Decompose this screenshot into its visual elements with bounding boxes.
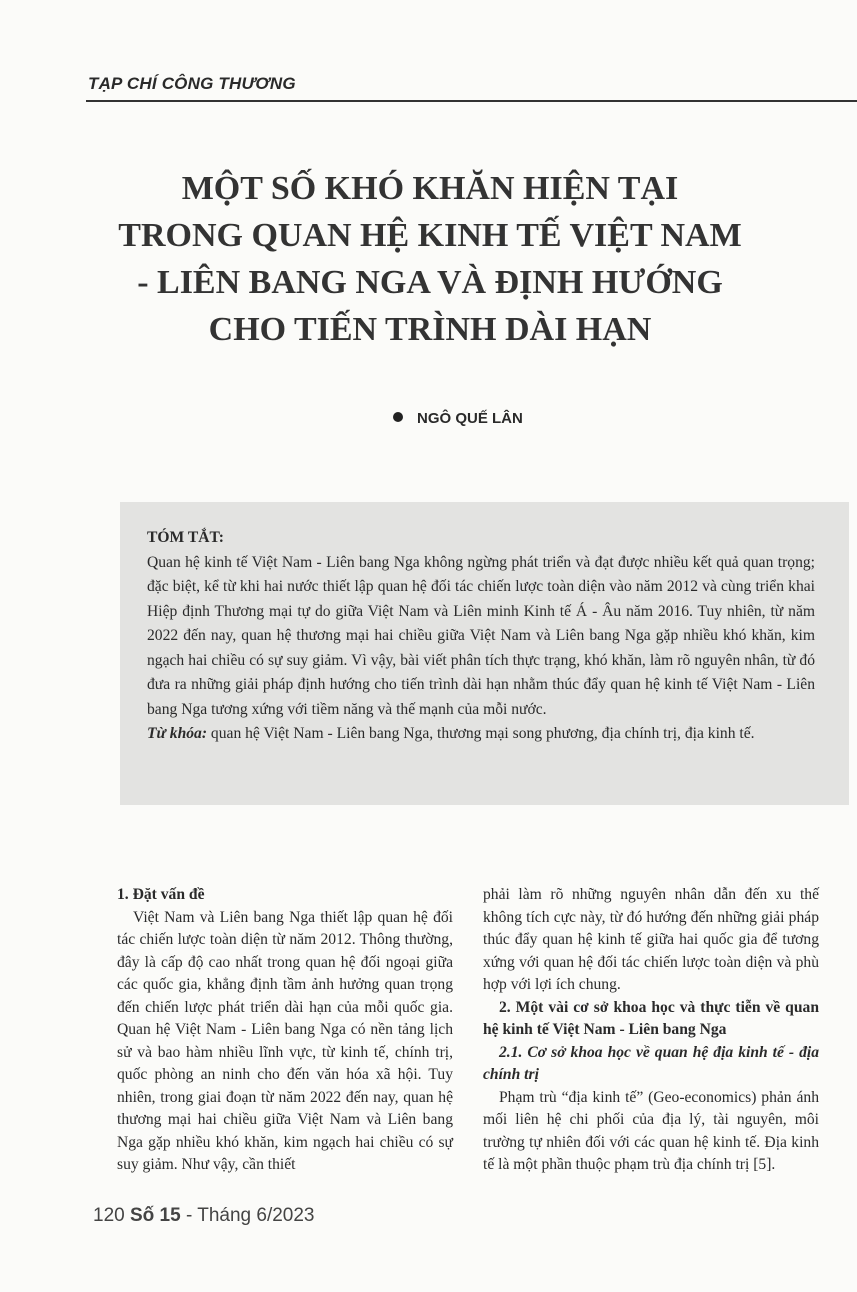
page-number: 120 <box>93 1205 125 1226</box>
abstract-heading: TÓM TẮT: <box>147 529 224 546</box>
paragraph: phải làm rõ những nguyên nhân dẫn đến xu thế không tích cực này, từ đó hướng đến những giải pháp thúc đẩy quan hệ kinh tế giữa hai quốc gia để tương xứng với quan hệ đối tác chiến lược toàn diện và phù hợp với lợi ích chung. <box>483 886 819 993</box>
article-title <box>100 165 760 353</box>
issue-number: Số 15 <box>129 1205 181 1226</box>
abstract-content <box>147 526 815 747</box>
paragraph: Việt Nam và Liên bang Nga thiết lập quan hệ đối tác chiến lược toàn diện từ năm 2012. Thông thường, đây là cấp độ cao nhất trong quan hệ đối ngoại giữa các quốc gia, khẳng định tầm ảnh hưởng quan trọng đến chiến lược phát triển dài hạn của mỗi quốc gia. Quan hệ Việt Nam - Liên bang Nga có nền tảng lịch sử và bao hàm nhiều lĩnh vực, từ kinh tế, chính trị, quốc phòng an ninh cho đến văn hóa xã hội. Tuy nhiên, trong giai đoạn từ năm 2022 đến nay, quan hệ thương mại hai chiều giữa Việt Nam và Liên bang Nga gặp nhiều khó khăn, kim ngạch hai chiều có sự suy giảm. Như vậy, cần thiết <box>117 908 453 1173</box>
keywords <box>147 722 815 747</box>
bullet-icon <box>393 412 403 422</box>
abstract-text: Quan hệ kinh tế Việt Nam - Liên bang Nga không ngừng phát triển và đạt được nhiều kết quả quan trọng; đặc biệt, kể từ khi hai nước thiết lập quan hệ đối tác chiến lược toàn diện vào năm 2012 và cùng triển khai Hiệp định Thương mại tự do giữa Việt Nam và Liên minh Kinh tế Á - Âu năm 2016. Tuy nhiên, từ năm 2022 đến nay, quan hệ thương mại hai chiều giữa Việt Nam và Liên bang Nga gặp nhiều khó khăn, kim ngạch hai chiều có sự suy giảm. Vì vậy, bài viết phân tích thực trạng, khó khăn, làm rõ nguyên nhân, từ đó đưa ra những giải pháp định hướng cho tiến trình dài hạn nhằm thúc đẩy quan hệ kinh tế Việt Nam - Liên bang Nga tương xứng với tiềm năng và thế mạnh của mỗi nước. <box>147 553 815 718</box>
author-name: NGÔ QUẾ LÂN <box>417 410 523 427</box>
keywords-label: Từ khóa: <box>147 725 208 742</box>
right-column <box>483 884 819 1177</box>
author-line <box>393 410 523 427</box>
title-line: - LIÊN BANG NGA VÀ ĐỊNH HƯỚNG <box>137 264 723 301</box>
subsection-heading: 2.1. Cơ sở khoa học về quan hệ địa kinh tế - địa chính trị <box>483 1043 819 1083</box>
paragraph: Phạm trù “địa kinh tế” (Geo-economics) phản ánh mối liên hệ chi phối của địa lý, tài nguyên, môi trường tự nhiên đối với các quan hệ kinh tế. Địa kinh tế là một phần thuộc phạm trù địa chính trị [5]. <box>483 1088 819 1173</box>
title-line: MỘT SỐ KHÓ KHĂN HIỆN TẠI <box>181 170 679 207</box>
page-footer <box>93 1205 315 1227</box>
abstract-box <box>120 502 849 805</box>
title-line: CHO TIẾN TRÌNH DÀI HẠN <box>208 311 652 348</box>
left-column <box>117 884 453 1177</box>
keywords-text: quan hệ Việt Nam - Liên bang Nga, thương mại song phương, địa chính trị, địa kinh tế. <box>207 725 755 742</box>
issue-date: - Tháng 6/2023 <box>185 1205 315 1226</box>
title-line: TRONG QUAN HỆ KINH TẾ VIỆT NAM <box>118 217 742 254</box>
header-rule <box>86 100 857 102</box>
section-heading: 2. Một vài cơ sở khoa học và thực tiễn về quan hệ kinh tế Việt Nam - Liên bang Nga <box>483 998 819 1038</box>
section-heading: 1. Đặt vấn đề <box>117 886 205 903</box>
journal-name: TẠP CHÍ CÔNG THƯƠNG <box>88 74 296 93</box>
